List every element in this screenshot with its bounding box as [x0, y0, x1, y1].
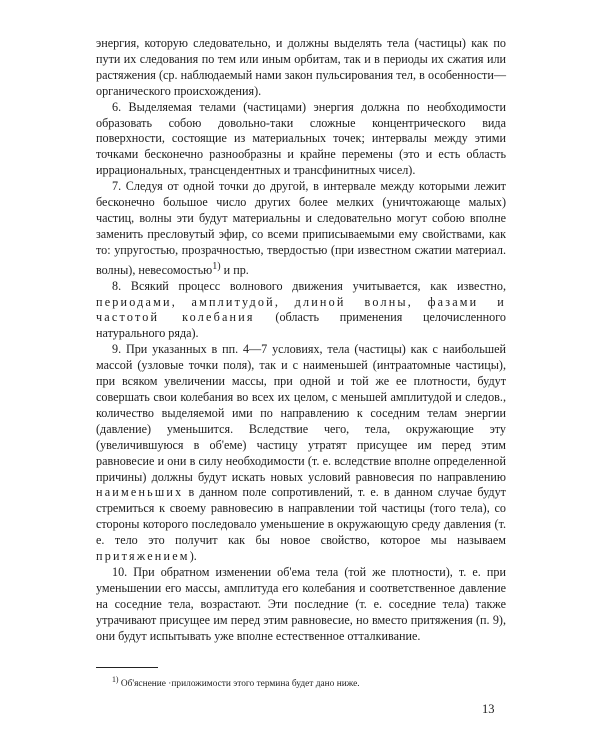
spaced-term: фазами и частотой колебания [96, 294, 506, 325]
spaced-term: периодами [96, 294, 172, 309]
footnote-text: Об'яснение ·приложимости этого термина будет дано ниже. [120, 679, 360, 690]
paragraph [96, 100, 506, 180]
text-run: в данном поле сопротивлений, т. е. в данном случае будут стремиться к своему равновесию в направлении той частицы (того тела), со стороны которого последовало уменьшение в окружающую среду давления (т. е. тело это получит как бы новое свойство, которое мы называем [96, 485, 506, 548]
text-run: ). [189, 549, 197, 564]
text-run: и пр. [220, 262, 249, 277]
text-run: 7. Следуя от одной точки до другой, в интервале между которыми лежит бесконечно большое число других более мелких (уничтожающе малых) частиц, волны эти будут материальны и следовательно могут собою вполне заменить пресловутый эфир, со всеми приписываемыми ему свойствами, как то: упругостью, прозрачностью, твердостью (при известном сжатии материал. волны), невесомостью [96, 179, 506, 277]
footnote-ref: 1) [212, 260, 221, 272]
text-run: 10. При обратном изменении об'ема тела (той же плотности), т. е. при уменьшении его массы, амплитуда его колебания и соответственное давление на соседние тела, возрастают. Эти последние (т. е. соседние тела) также утрачивают присущее им перед этим равновесие, но вместо притяжения (п. 9), они будут испытывать уже вполне естественное отталкивание. [96, 564, 506, 643]
text-run: энергия, которую следовательно, и должны выделять тела (частицы) как по пути их следования по тем или иным орбитам, так и в периоды их сжатия или растяжения (ср. наблюдаемый нами закон пульсирования тел, в особенности—органического происхождения). [96, 36, 506, 98]
text-run: , [274, 294, 295, 309]
text-run: 8. Всякий процесс волнового движения учитывается, как известно, [112, 278, 506, 293]
page-number: 13 [482, 702, 495, 716]
text-run: , [407, 294, 428, 309]
paragraph [96, 179, 506, 278]
spaced-term: амплитудой [191, 294, 275, 309]
footnote-marker: 1) [112, 675, 119, 684]
footnote-separator [96, 667, 158, 668]
paragraph [96, 36, 506, 100]
text-run: 6. Выделяемая телами (частицами) энергия должна по необходимости образовать собою довольно-таки сложные концентрического вида поверхности, состоящие из материальных точек; интервалы между этими точками бесконечно разнообразны и крайне перемены (это и есть область иррациональных, трансцендентных и трансфинитных чисел). [96, 99, 506, 178]
main-text [96, 36, 506, 644]
paragraph [96, 279, 506, 343]
text-run: (область применения целочисленного натурального ряда). [96, 310, 506, 341]
paragraph [96, 342, 506, 565]
paragraph [96, 565, 506, 645]
text-run: 9. При указанных в пп. 4—7 условиях, тела (частицы) как с наибольшей массой (узловые точки поля), так и с наименьшей (интраатомные частицы), при всяком увеличении массы, при одной и той же ее плотности, будут совершать свои колебания во всех их целом, с меньшей амплитудой и следов., количество выделяемой ими по направлению к соседним телам энергии (давление) уменьшится. Вследствие чего, тела, окружающие эту (увеличившуюся в об'еме) частицу утратят присущее им перед этим равновесие и они в силу необходимости (т. е. вследствие вполне определенной причины) должны будут искать новых условий равновесия по направлению [96, 342, 506, 484]
spaced-term: притяжением [96, 549, 190, 564]
spaced-term: наименьших [96, 485, 184, 500]
footnote [112, 674, 506, 690]
spaced-term: длиной волны [294, 294, 408, 309]
text-run: , [171, 294, 192, 309]
